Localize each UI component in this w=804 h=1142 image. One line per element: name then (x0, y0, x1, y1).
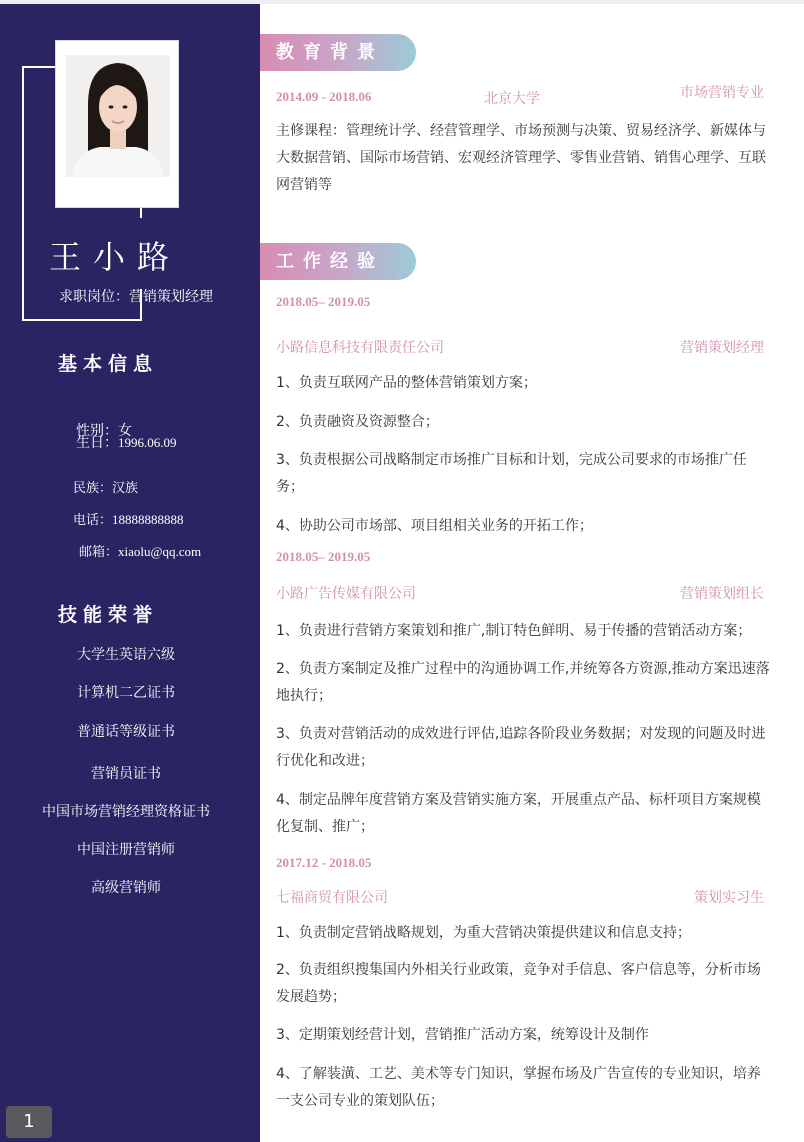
frame-line-bottom (22, 319, 142, 321)
job-duty: 1、负责进行营销方案策划和推广,制订特色鲜明、易于传播的营销活动方案； (276, 623, 752, 639)
phone-value: 18888888888 (112, 512, 184, 527)
phone-field (73, 509, 184, 528)
skill-item: 高级营销师 (91, 880, 161, 896)
skill-item: 计算机二乙证书 (77, 685, 175, 701)
skill-item: 普通话等级证书 (77, 724, 175, 740)
birth-field (76, 432, 177, 452)
basic-info-heading: 基本信息 (57, 353, 158, 375)
job-duty: 2、负责融资及资源整合； (276, 414, 439, 430)
job-company: 七福商贸有限公司 (276, 890, 388, 906)
email-value: xiaolu@qq.com (118, 544, 202, 559)
job-duty: 1、负责制定营销战略规划，为重大营销决策提供建议和信息支持； (276, 925, 691, 941)
job-title: 营销策划组长 (680, 586, 764, 602)
job-company: 小路信息科技有限责任公司 (276, 340, 444, 356)
job-duty: 4、协助公司市场部、项目组相关业务的开拓工作； (276, 518, 593, 534)
page-number-badge: 1 (6, 1106, 52, 1138)
job-date: 2017.12 - 2018.05 (276, 855, 372, 870)
job-company: 小路广告传媒有限公司 (276, 586, 416, 602)
gender-field: 性别：女 (76, 423, 132, 439)
education-major: 市场营销专业 (680, 85, 764, 101)
job-duty: 3、负责根据公司战略制定市场推广目标和计划，完成公司要求的市场推广任务； (276, 452, 747, 495)
email-field (79, 541, 201, 560)
profile-photo-frame (55, 40, 179, 208)
education-courses: 主修课程：管理统计学、经营管理学、市场预测与决策、贸易经济学、新媒体与大数据营销、国际市场营销、宏观经济管理学、零售业营销、销售心理学、互联网营销等 (276, 123, 766, 193)
ethnicity-field: 民族：汉族 (73, 481, 139, 496)
frame-line-top (22, 66, 56, 68)
job-date: 2018.05– 2019.05 (276, 549, 371, 564)
job-duty: 2、负责方案制定及推广过程中的沟通协调工作,并统筹各方资源,推动方案迅速落地执行； (276, 661, 770, 704)
email-label: 邮箱： (79, 545, 119, 560)
job-duty: 4、了解装潢、工艺、美术等专门知识，掌握布场及广告宣传的专业知识，培养一支公司专业的策划队伍； (276, 1066, 761, 1109)
job-duty: 2、负责组织搜集国内外相关行业政策，竞争对手信息、客户信息等，分析市场发展趋势； (276, 962, 761, 1005)
education-heading: 教育背景 (260, 34, 416, 71)
skills-heading: 技能荣誉 (57, 604, 158, 626)
work-heading: 工作经验 (260, 243, 416, 280)
education-school: 北京大学 (484, 91, 540, 107)
job-duty: 4、制定品牌年度营销方案及营销实施方案，开展重点产品、标杆项目方案规模化复制、推广； (276, 792, 761, 835)
job-title: 策划实习生 (694, 890, 764, 906)
phone-label: 电话： (73, 513, 113, 528)
job-duty: 3、负责对营销活动的成效进行评估,追踪各阶段业务数据；对发现的问题及时进行优化和改进； (276, 726, 766, 769)
profile-photo (66, 55, 170, 177)
job-duty: 1、负责互联网产品的整体营销策划方案； (276, 375, 537, 391)
job-objective (0, 286, 272, 306)
skill-item: 大学生英语六级 (77, 647, 175, 663)
job-duty: 3、定期策划经营计划，营销推广活动方案，统筹设计及制作 (276, 1027, 649, 1043)
birth-label: 生日： (76, 435, 118, 451)
skill-item: 营销员证书 (91, 766, 161, 782)
sidebar (0, 4, 260, 1142)
frame-line-left (22, 66, 24, 321)
job-objective-value: 营销策划经理 (129, 289, 213, 305)
candidate-name: 王小路 (48, 238, 181, 276)
birth-value: 1996.06.09 (118, 435, 177, 450)
skill-item: 中国注册营销师 (77, 842, 175, 858)
education-date: 2014.09 - 2018.06 (276, 89, 372, 104)
skill-item: 中国市场营销经理资格证书 (42, 804, 210, 820)
job-date: 2018.05– 2019.05 (276, 294, 371, 309)
job-objective-label: 求职岗位： (59, 289, 129, 305)
job-title: 营销策划经理 (680, 340, 764, 356)
